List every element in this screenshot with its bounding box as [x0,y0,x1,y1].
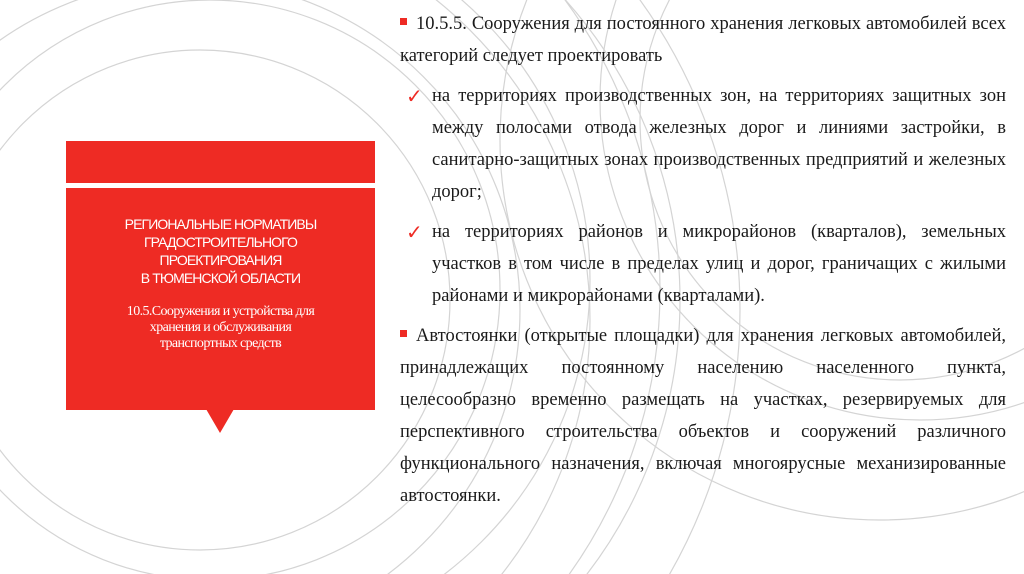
check-icon: ✓ [406,84,423,108]
card-subtitle-line: транспортных средств [159,336,282,351]
card-subtitle [84,304,357,352]
red-square-bullet-icon [400,330,407,337]
list-item [400,216,1006,312]
red-square-bullet-icon [400,18,407,25]
paragraph-norm-10-5-5 [400,8,1006,72]
card-title [84,215,357,287]
paragraph-text: Автостоянки (открытые площадки) для хранения легковых автомобилей, принадлежащих постоянному населению населенного пункта, целесообразно временно размещать на участках, резервируемых для перспективного строительства объектов и сооружений различного функционального назначения, включая многоярусные механизированные автостоянки. [400,326,1006,506]
card-title-line: ГРАДОСТРОИТЕЛЬНОГО [143,234,298,250]
card-subtitle-line: хранения и обслуживания [149,320,292,335]
paragraph-parking [400,320,1006,512]
card-title-line: РЕГИОНАЛЬНЫЕ НОРМАТИВЫ [124,216,317,232]
card-pointer [206,409,234,433]
card-subtitle-line: 10.5.Сооружения и устройства для [126,304,315,319]
red-header-strip [66,141,375,183]
check-icon: ✓ [406,220,423,244]
card-title-line: В ТЮМЕНСКОЙ ОБЛАСТИ [140,270,301,286]
section-title-card [66,188,375,410]
list-item [400,80,1006,208]
main-text [400,8,1006,512]
list-item-text: на территориях производственных зон, на территориях защитных зон между полосами отвода железных дорог и линиями застройки, в санитарно-защитных зонах производственных предприятий и железных дорог; [432,86,1006,202]
paragraph-text: 10.5.5. Сооружения для постоянного хранения легковых автомобилей всех категорий следует проектировать [400,14,1006,66]
card-title-line: ПРОЕКТИРОВАНИЯ [159,252,282,268]
list-item-text: на территориях районов и микрорайонов (кварталов), земельных участков в том числе в пределах улиц и дорог, граничащих с жилыми районами и микрорайонами (кварталами). [432,222,1006,306]
